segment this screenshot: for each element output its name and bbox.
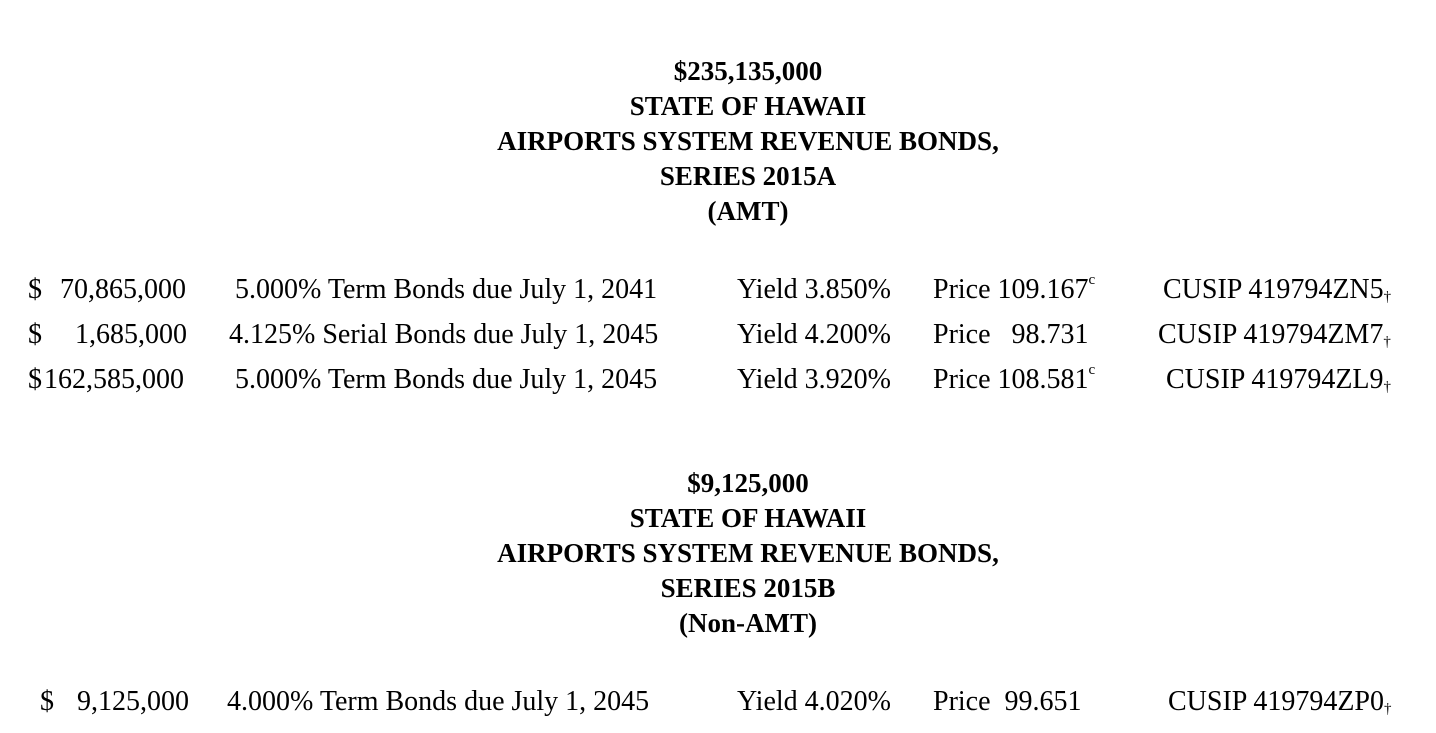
bond-cusip — [1158, 315, 1391, 355]
price-note: c — [1088, 362, 1096, 378]
series-b-title: AIRPORTS SYSTEM REVENUE BONDS, — [497, 538, 999, 568]
series-b-issuer: STATE OF HAWAII — [629, 503, 867, 533]
bond-amount: 70,865,000 — [60, 274, 186, 305]
bond-description: 4.000% Term Bonds due July 1, 2045 — [227, 686, 650, 717]
price-label: Price — [933, 274, 991, 305]
price-label: Price — [933, 319, 991, 350]
series-a-heading — [0, 54, 1436, 229]
series-a-title: AIRPORTS SYSTEM REVENUE BONDS, — [497, 126, 999, 156]
cusip-mark: † — [1383, 379, 1392, 395]
series-b-series: SERIES 2015B — [660, 573, 836, 603]
series-a-tax-status: (AMT) — [707, 196, 789, 226]
cusip-number: CUSIP 419794ZN5 — [1163, 274, 1384, 305]
bond-cusip — [1168, 682, 1392, 722]
bond-yield: Yield 3.850% — [737, 274, 891, 305]
bond-amount: 9,125,000 — [77, 686, 189, 717]
dollar-sign: $ — [28, 319, 42, 350]
series-b-heading — [0, 466, 1436, 641]
bond-row — [0, 360, 1436, 400]
bond-amount: 1,685,000 — [75, 319, 187, 350]
dollar-sign: $ — [28, 274, 42, 305]
price-value: 99.651 — [1004, 686, 1082, 717]
bond-cusip — [1166, 360, 1391, 400]
cusip-mark: † — [1383, 334, 1391, 350]
dollar-sign: $ — [28, 364, 42, 395]
price-note: c — [1088, 272, 1096, 288]
cusip-mark: † — [1384, 701, 1392, 717]
price-label: Price — [933, 364, 991, 395]
price-label: Price — [933, 686, 991, 717]
bond-description: 4.125% Serial Bonds due July 1, 2045 — [229, 319, 659, 350]
bond-price — [933, 315, 1089, 355]
bond-row — [0, 270, 1436, 310]
bond-row — [0, 682, 1436, 722]
dollar-sign: $ — [40, 686, 54, 717]
cusip-mark: † — [1383, 289, 1392, 305]
price-value: 98.731 — [1011, 319, 1089, 350]
bond-price — [933, 682, 1082, 722]
series-b-tax-status: (Non-AMT) — [679, 608, 817, 638]
price-value: 108.581 — [997, 364, 1089, 395]
bond-yield: Yield 3.920% — [737, 364, 891, 395]
bond-price — [933, 270, 1095, 310]
series-a-series: SERIES 2015A — [659, 161, 837, 191]
bond-price — [933, 360, 1095, 400]
series-a-amount: $235,135,000 — [673, 56, 823, 86]
bond-amount: 162,585,000 — [44, 364, 184, 395]
bond-description: 5.000% Term Bonds due July 1, 2045 — [235, 364, 658, 395]
bond-cusip — [1163, 270, 1391, 310]
bond-yield: Yield 4.020% — [737, 686, 891, 717]
bond-yield: Yield 4.200% — [737, 319, 891, 350]
bond-description: 5.000% Term Bonds due July 1, 2041 — [235, 274, 658, 305]
cusip-number: CUSIP 419794ZL9 — [1166, 364, 1384, 395]
price-value: 109.167 — [997, 274, 1089, 305]
series-a-issuer: STATE OF HAWAII — [629, 91, 867, 121]
series-b-amount: $9,125,000 — [687, 468, 809, 498]
bond-row — [0, 315, 1436, 355]
cusip-number: CUSIP 419794ZP0 — [1168, 686, 1385, 717]
cusip-number: CUSIP 419794ZM7 — [1158, 319, 1384, 350]
